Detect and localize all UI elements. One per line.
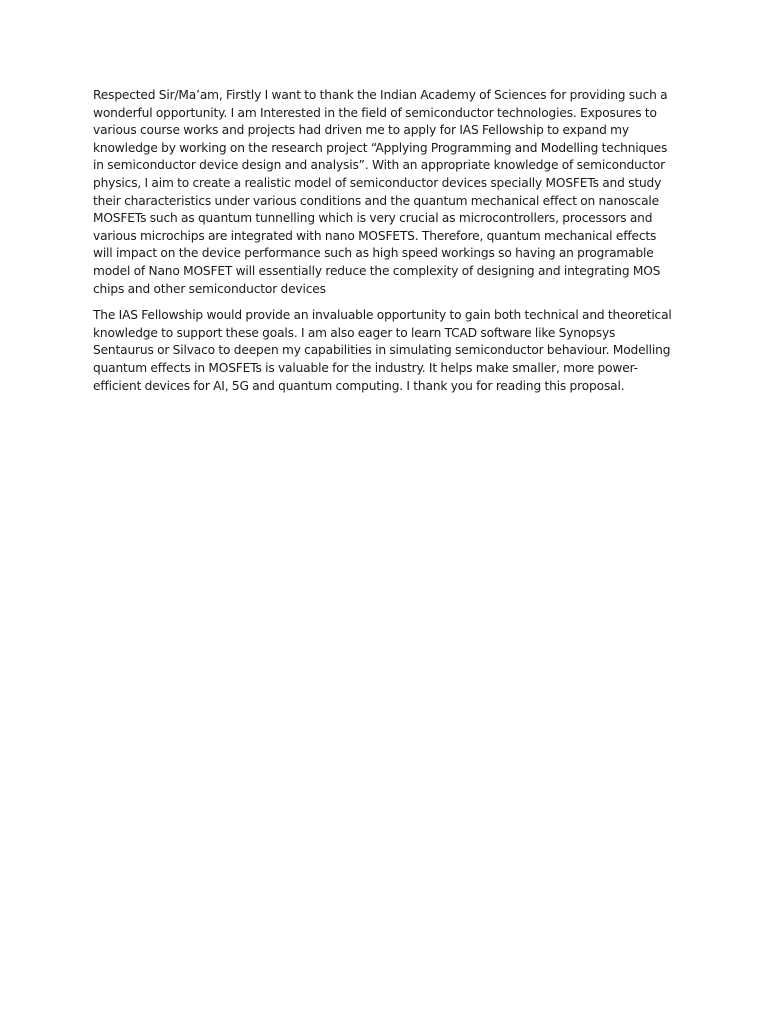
paragraph-motivation: Respected Sir/Ma’am, Firstly I want to thank the Indian Academy of Sciences for providing such a wonderful opportunity. I am Interested in the field of semiconductor technologies. Exposures to various course works and projects had driven me to apply for IAS Fellowship to expand my knowledge by working on the research project “Applying Programming and Modelling techniques in semiconductor device design and analysis”. With an appropriate knowledge of semiconductor physics, I aim to create a realistic model of semiconductor devices specially MOSFETs and study their characteristics under various conditions and the quantum mechanical effect on nanoscale MOSFETs such as quantum tunnelling which is very crucial as microcontrollers, processors and various microchips are integrated with nano MOSFETS. Therefore, quantum mechanical effects will impact on the device performance such as high speed workings so having an programable model of Nano MOSFET will essentially reduce the complexity of designing and integrating MOS chips and other semiconductor devices — [93, 88, 668, 296]
document-body — [93, 87, 677, 404]
paragraph-fellowship-goals: The IAS Fellowship would provide an invaluable opportunity to gain both technical and theoretical knowledge to support these goals. I am also eager to learn TCAD software like Synopsys Sentaurus or Silvaco to deepen my capabilities in simulating semiconductor behaviour. Modelling quantum effects in MOSFETs is valuable for the industry. It helps make smaller, more power-efficient devices for AI, 5G and quantum computing. I thank you for reading this proposal. — [93, 308, 672, 393]
